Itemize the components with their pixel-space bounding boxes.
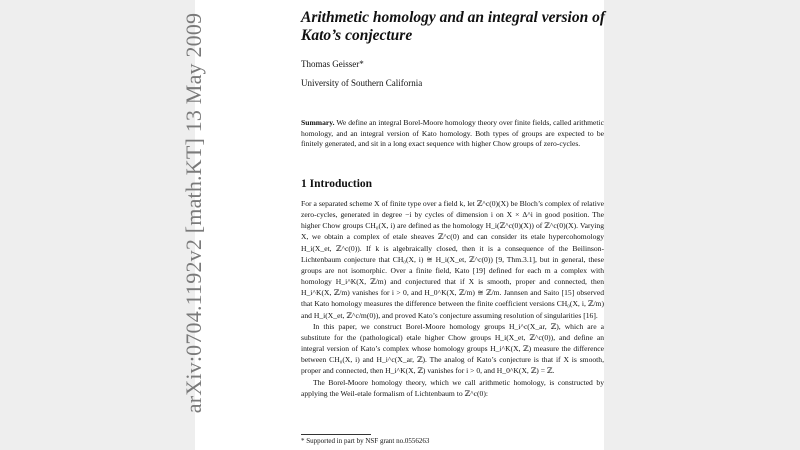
right-margin: [604, 0, 800, 450]
author-affiliation: University of Southern California: [301, 78, 423, 88]
intro-paragraph-1: For a separated scheme X of finite type over a field k, let ℤ^c(0)(X) be Bloch’s complex of relative zero-cycles, generated in degree −i by cycles of dimension i on X × Δ^i in good position. The higher Chow groups CH₀(X, i) are defined as the homology H_i(ℤ^c(0)(X)) of ℤ^c(0)(X). Varying X, we obtain a complex of etale sheaves ℤ^c(0) and can consider its etale hypercohomology H_i(X_et, ℤ^c(0)). If k is algebraically closed, then it is a consequence of the Beilinson-Lichtenbaum conjecture that CH₀(X, i) ≅ H_i(X_et, ℤ^c(0)) [9, Thm.3.1], but in general, these groups are not isomorphic. Over a finite field, Kato [19] defined for each m a complex with homology H_i^K(X, ℤ/m) and conjectured that if X is smooth, proper and connected, then H_i^K(X, ℤ/m) vanishes for i > 0, and H_0^K(X, ℤ/m) ≅ ℤ/m. Jannsen and Saito [15] observed that Kato homology measures the difference between the finite coefficient versions CH₀(X, i, ℤ/m) and H_i(X_et, ℤ^c/m(0)), and proved Kato’s conjecture assuming resolution of singularities [16].: [301, 199, 604, 320]
summary-text: We define an integral Borel-Moore homology theory over finite fields, called arithmetic homology, and an integral version of Kato homology. Both types of groups are expected to be finitely generated, and sit in a long exact sequence with higher Chow groups of zero-cycles.: [301, 118, 604, 149]
arxiv-identifier-stamp: arXiv:0704.1192v2 [math.KT] 13 May 2009: [181, 12, 206, 414]
summary-paragraph: [301, 118, 604, 150]
intro-paragraph-3: The Borel-Moore homology theory, which we call arithmetic homology, is constructed by applying the Weil-etale formalism of Lichtenbaum to ℤ^c(0):: [301, 377, 604, 398]
footnote-rule: [301, 434, 371, 435]
footnote: * Supported in part by NSF grant no.0556263: [301, 437, 430, 445]
title-line-2: Kato’s conjecture: [301, 27, 413, 44]
summary-label: Summary.: [301, 118, 335, 127]
paper-title: [301, 9, 631, 45]
introduction-body: [301, 198, 604, 399]
section-heading: 1 Introduction: [301, 178, 373, 190]
author-name: Thomas Geisser*: [301, 59, 364, 69]
title-line-1: Arithmetic homology and an integral version of: [301, 9, 605, 26]
intro-paragraph-2: In this paper, we construct Borel-Moore homology groups H_i^c(X_ar, ℤ), which are a substitute for the (pathological) etale higher Chow groups H_i(X_et, ℤ^c(0)), and define an integral version of Kato’s complex whose homology groups H_i^K(X, ℤ) measure the difference between CH₀(X, i) and H_i^c(X_ar, ℤ). The analog of Kato’s conjecture is that if X is smooth, proper and connected, then H_i^K(X, ℤ) vanishes for i > 0, and H_0^K(X, ℤ) = ℤ.: [301, 321, 604, 376]
left-margin: [0, 0, 195, 450]
